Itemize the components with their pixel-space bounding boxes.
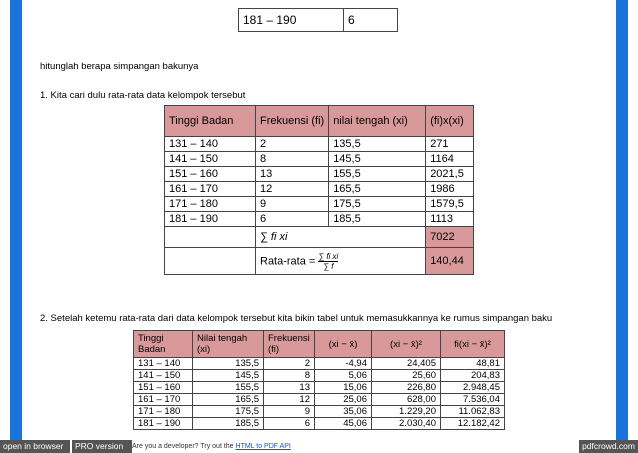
cell: 181 – 190 [165, 212, 256, 227]
cell: 271 [426, 137, 474, 152]
cell: 2.030,40 [372, 418, 441, 430]
table-row [134, 358, 505, 370]
cell: 141 – 150 [165, 152, 256, 167]
top-table-cell: 6 [344, 9, 398, 32]
cell: 11.062,83 [441, 406, 505, 418]
cell: 48,81 [441, 358, 505, 370]
cell: 226,80 [372, 382, 441, 394]
table-row [165, 137, 474, 152]
cell: 135,5 [329, 137, 426, 152]
empty-cell [165, 227, 256, 248]
mean-table-header: (fi)x(xi) [426, 106, 474, 137]
cell: 151 – 160 [134, 382, 193, 394]
cell: 131 – 140 [134, 358, 193, 370]
cell: 165,5 [193, 394, 264, 406]
cell: 15,06 [315, 382, 372, 394]
table-row [165, 182, 474, 197]
cell: 5,06 [315, 370, 372, 382]
top-table-cell: 181 – 190 [239, 9, 344, 32]
table-row [134, 370, 505, 382]
pdfcrowd-brand-link[interactable]: pdfcrowd.com [579, 440, 638, 453]
mean-table-header: Tinggi Badan [165, 106, 256, 137]
cell: 12 [264, 394, 315, 406]
table-row [134, 418, 505, 430]
mean-table [164, 105, 474, 275]
table-row [165, 212, 474, 227]
cell: 155,5 [329, 167, 426, 182]
footer-message [132, 440, 291, 453]
mean-label: Rata-rata = [260, 254, 316, 267]
open-in-browser-button[interactable]: open in browser [0, 440, 70, 453]
cell: 135,5 [193, 358, 264, 370]
left-blue-bar [10, 0, 22, 453]
cell: 1.229,20 [372, 406, 441, 418]
cell: 175,5 [193, 406, 264, 418]
cell: 8 [256, 152, 329, 167]
deviation-table-header: Tinggi Badan [134, 331, 193, 358]
cell: 6 [264, 418, 315, 430]
table-row [165, 197, 474, 212]
cell: 185,5 [193, 418, 264, 430]
cell: 161 – 170 [134, 394, 193, 406]
footer-message-text: Are you a developer? Try out the [132, 443, 234, 450]
empty-cell [165, 248, 256, 275]
cell: 45,06 [315, 418, 372, 430]
right-blue-bar [616, 0, 628, 453]
cell: 9 [264, 406, 315, 418]
cell: 6 [256, 212, 329, 227]
cell: 175,5 [329, 197, 426, 212]
cell: 13 [256, 167, 329, 182]
cell: 35,06 [315, 406, 372, 418]
mean-value: 140,44 [426, 248, 474, 275]
cell: 171 – 180 [165, 197, 256, 212]
cell: 2 [256, 137, 329, 152]
mean-formula [318, 252, 338, 271]
cell: 12 [256, 182, 329, 197]
cell: 1986 [426, 182, 474, 197]
deviation-table-header: (xi − x̄) [315, 331, 372, 358]
cell: 171 – 180 [134, 406, 193, 418]
cell: 24,405 [372, 358, 441, 370]
mean-table-header: nilai tengah (xi) [329, 106, 426, 137]
cell: 12.182,42 [441, 418, 505, 430]
cell: 2 [264, 358, 315, 370]
cell: 25,60 [372, 370, 441, 382]
cell: 9 [256, 197, 329, 212]
table-row [134, 394, 505, 406]
cell: 151 – 160 [165, 167, 256, 182]
sum-value: 7022 [426, 227, 474, 248]
mean-formula-numerator: ∑ fi xi [318, 251, 339, 261]
paragraph-1: hitunglah berapa simpangan bakunya [40, 61, 199, 72]
cell: 141 – 150 [134, 370, 193, 382]
paragraph-2: 1. Kita cari dulu rata-rata data kelompok tersebut [40, 90, 246, 101]
cell: 185,5 [329, 212, 426, 227]
cell: 161 – 170 [165, 182, 256, 197]
cell: 13 [264, 382, 315, 394]
top-table-fragment [238, 8, 398, 32]
deviation-table-header: Nilai tengah (xi) [193, 331, 264, 358]
cell: 165,5 [329, 182, 426, 197]
cell: 1113 [426, 212, 474, 227]
mean-formula-denominator: ∑ f [323, 261, 334, 271]
table-row [134, 406, 505, 418]
cell: 25,06 [315, 394, 372, 406]
table-row [134, 382, 505, 394]
deviation-table-header: fi(xi − x̄)² [441, 331, 505, 358]
cell: 131 – 140 [165, 137, 256, 152]
paragraph-3: 2. Setelah ketemu rata-rata dari data kelompok tersebut kita bikin tabel untuk memasukkannya ke rumus simpangan baku [40, 313, 553, 324]
deviation-table-header: Frekuensi (fi) [264, 331, 315, 358]
cell: 2.948,45 [441, 382, 505, 394]
cell: 145,5 [329, 152, 426, 167]
mean-table-header: Frekuensi (fi) [256, 106, 329, 137]
sum-label: ∑ fi xi [256, 227, 426, 248]
cell: 204,83 [441, 370, 505, 382]
cell: 145,5 [193, 370, 264, 382]
table-row [165, 152, 474, 167]
mean-label-cell [256, 248, 426, 275]
cell: 8 [264, 370, 315, 382]
cell: 628,00 [372, 394, 441, 406]
cell: 2021,5 [426, 167, 474, 182]
deviation-table [133, 330, 505, 430]
cell: 1164 [426, 152, 474, 167]
pdfcrowd-footer [0, 440, 638, 453]
deviation-table-header: (xi − x̄)² [372, 331, 441, 358]
cell: 1579,5 [426, 197, 474, 212]
cell: -4,94 [315, 358, 372, 370]
cell: 181 – 190 [134, 418, 193, 430]
pro-version-button[interactable]: PRO version [72, 440, 132, 453]
cell: 7.536,04 [441, 394, 505, 406]
table-row [165, 167, 474, 182]
html-to-pdf-link[interactable]: HTML to PDF API [235, 443, 291, 450]
cell: 155,5 [193, 382, 264, 394]
